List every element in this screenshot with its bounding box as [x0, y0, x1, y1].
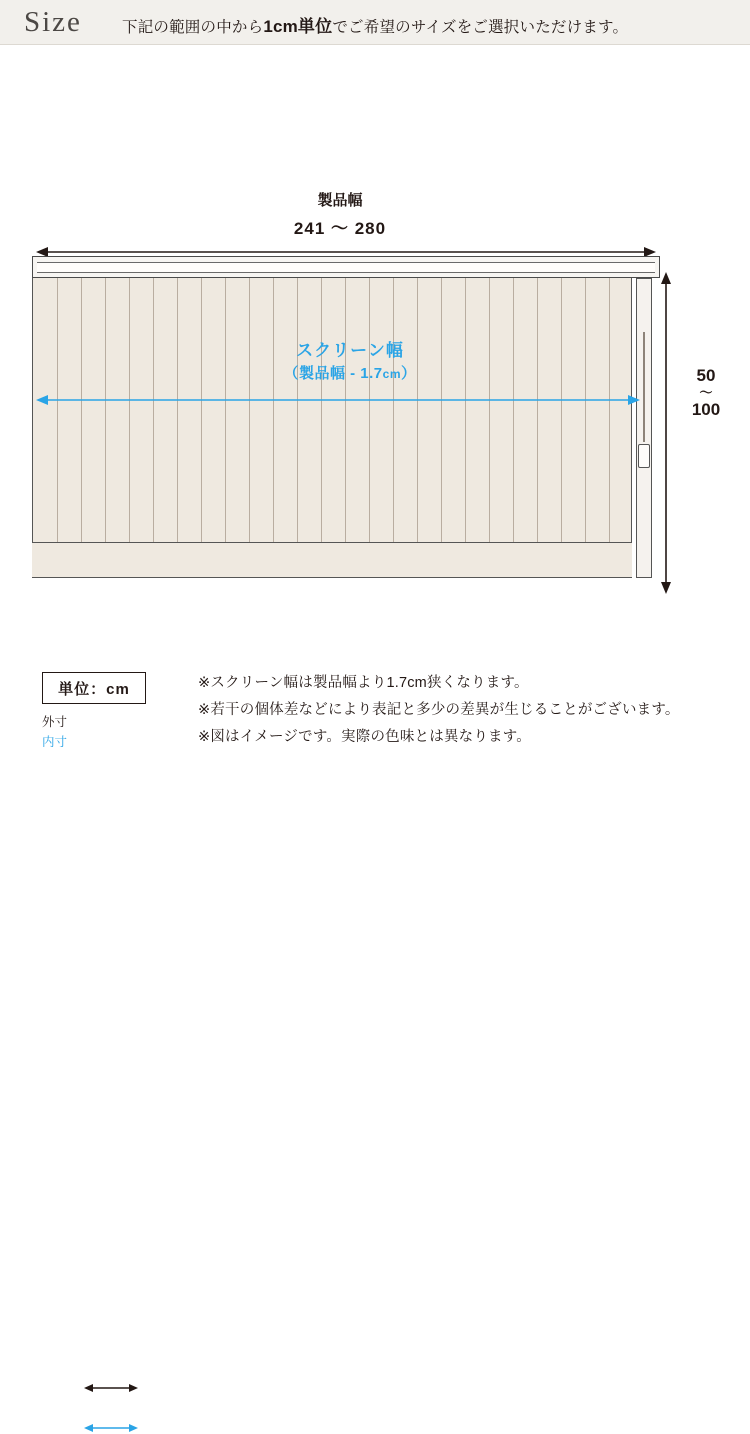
header-subtitle-emphasis: 1cm単位: [263, 17, 333, 36]
size-diagram: [0, 44, 750, 750]
header-subtitle-post: でご希望のサイズをご選択いただけます。: [332, 19, 629, 36]
control-cord: [643, 332, 645, 442]
legend-outer-arrow-icon: [84, 1382, 138, 1394]
height-range-top: 50: [696, 366, 716, 385]
screen-width-formula-open: （製品幅 - 1.7: [283, 365, 383, 382]
screen-width-formula-close: ）: [401, 365, 417, 382]
product-width-range: 241 ～ 280: [293, 219, 387, 238]
note-2: ※若干の個体差などにより表記と多少の差異が生じることがございます。: [198, 702, 680, 718]
product-height-arrow-icon: [660, 272, 672, 594]
legend-outer-label: 外寸: [42, 715, 68, 729]
header-subtitle: [122, 12, 628, 37]
blind-head-rail: [32, 256, 660, 278]
blind-bottom-rail: [32, 542, 632, 578]
note-1: ※スクリーン幅は製品幅より1.7cm狭くなります。: [198, 675, 529, 691]
control-knob: [638, 444, 650, 468]
screen-width-arrow-icon: [36, 394, 640, 406]
screen-width-formula: [160, 362, 540, 383]
note-3: ※図はイメージです。実際の色味とは異なります。: [198, 729, 531, 745]
unit-box: 単位：cm: [42, 672, 146, 704]
legend-inner: [42, 732, 162, 750]
screen-width-formula-unit: cm: [382, 367, 401, 381]
page-title: Size: [24, 6, 82, 38]
screen-width-label: スクリーン幅: [296, 341, 404, 360]
height-range-bottom: 100: [691, 400, 721, 419]
head-rail-inner: [37, 262, 655, 273]
header-subtitle-pre: 下記の範囲の中から: [122, 19, 264, 36]
height-range-tilde: ～: [699, 385, 713, 400]
legend-inner-label: 内寸: [42, 735, 68, 749]
legend-inner-arrow-icon: [84, 1422, 138, 1434]
header-bar: [0, 0, 750, 45]
legend-outer: [42, 712, 162, 730]
blind-slats: [32, 278, 632, 578]
product-width-label: 製品幅: [317, 192, 363, 209]
product-height-range: [676, 366, 736, 420]
